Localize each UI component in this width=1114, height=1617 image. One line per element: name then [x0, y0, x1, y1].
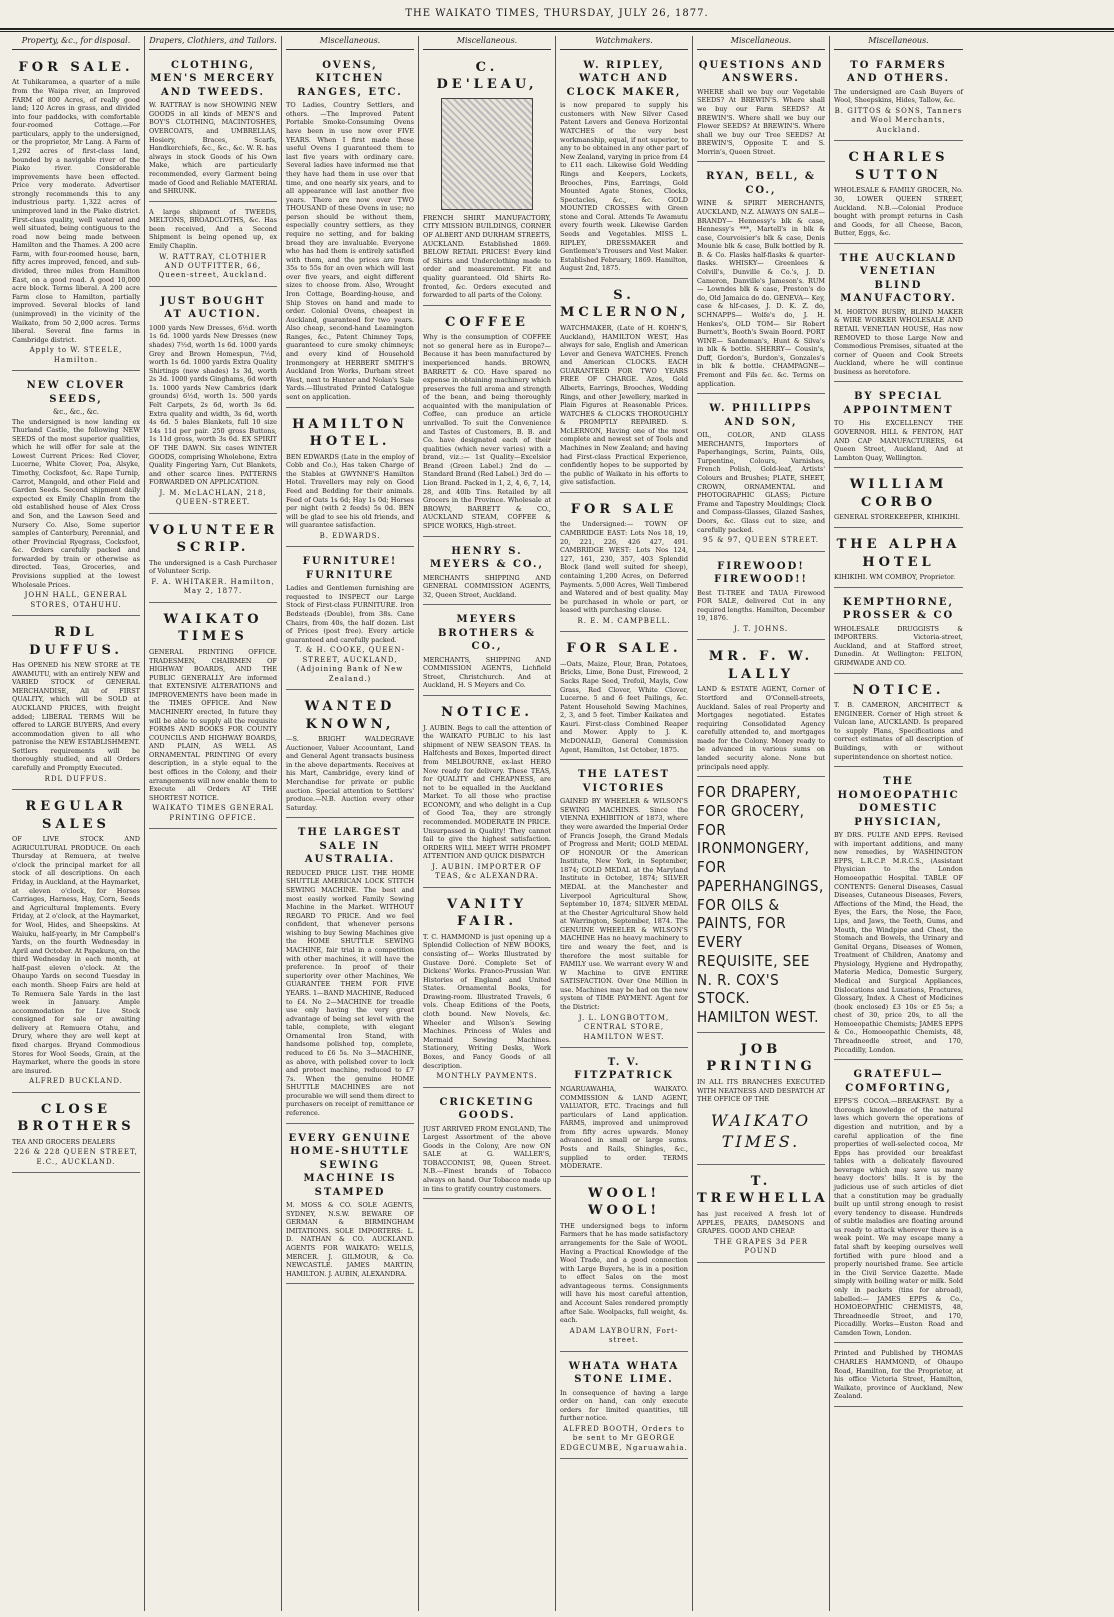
advertisement	[560, 635, 688, 760]
ad-body: Best TI-TREE and TAUA Firewood FOR SALE, delivered Cut in any required lengths. Hamilton, December 19, 1876.	[697, 588, 825, 623]
ad-body: W. RATTRAY is now SHOWING NEW GOODS in all kinds of MEN'S and BOY'S CLOTHING, MACINTOSHES, OVERCOATS, and UMBRELLAS, Hosiery, Braces, Scarfs, Handkerchiefs, &c., &c., &c. W. R. has always in stock Goods of his Own Make, which are particularly recommended, every Garment being made of Good and Reliable MATERIAL and SHRUNK.	[149, 101, 277, 196]
ad-signature: ADAM LAYBOURN, Fort-street.	[569, 1326, 679, 1345]
ad-body: MERCHANTS SHIPPING AND GENERAL COMMISSION AGENTS, 32, Queen Street, Auckland.	[423, 573, 551, 599]
ad-body: NGARUAWAHIA, WAIKATO. COMMISSION & LAND AGENT, VALUATOR, ETC. Tracings and full particulars of Land application. FARMS, improved and unimproved from fifty acres upwards. Money advanced in small or large sums. Posts and Rails, Shingles, &c., supplied to order. TERMS MODERATE.	[560, 1084, 688, 1171]
ad-body: MERCHANTS, SHIPPING AND COMMISSION AGENTS, Lichfield Street, Christchurch. And at Auckland, H. S Meyers and Co.	[423, 655, 551, 690]
ad-body: Printed and Published by THOMAS CHARLES HAMMOND, of Ohaupo Road, Hamilton, for the Proprietor, at his office Victoria Street, Hamilton, Waikato, province of Auckland, New Zealand.	[834, 1349, 963, 1401]
advertisement	[149, 606, 277, 829]
ad-title: TO FARMERS AND OTHERS.	[847, 59, 950, 85]
ad-title: HENRY S. MEYERS & CO.,	[429, 545, 545, 571]
ad-body: A large shipment of TWEEDS, MELTONS, BROADCLOTHS, &c. Has been received, And a Second Shipment is being opened up, ex Emily Chaplin.	[149, 207, 277, 250]
ad-title: NOTICE.	[852, 682, 945, 698]
ad-body: has just received A fresh lot of APPLES, PEARS, DAMSONS and GRAPES. GOOD AND CHEAP.	[697, 1210, 825, 1236]
column-6	[693, 36, 830, 1611]
advertisement	[697, 1036, 825, 1165]
ad-title: FOR SALE	[570, 501, 678, 517]
advertisement	[12, 619, 140, 790]
ad-title: WOOL! WOOL!	[587, 1185, 661, 1219]
advertisement	[697, 54, 825, 163]
advertisement	[423, 1091, 551, 1200]
ad-body: EPPS'S COCOA.—BREAKFAST. By a thorough knowledge of the natural laws which govern the operations of digestion and nutrition, and by a careful application of the fine properties of well-selected cocoa, Mr Epps has provided our breakfast tables with a delicately flavoured beverage which may save us many heavy doctors' bills. It is by the judicious use of such articles of diet that a constitution may be gradually built up until strong enough to resist every tendency to disease. Hundreds of subtle maladies are floating around us ready to attack wherever there is a weak point. We may escape many a fatal shaft by keeping ourselves well fortified with pure blood and a properly nourished frame. See article in the Civil Service Gazette. Made simply with boiling water or milk. Sold only in packets (tins for abroad), labelled:— JAMES EPPS & Co., HOMOEOPATHIC CHEMISTS, 48, Threadneedle Street, and 170, Piccadilly. Works—Euston Road and Camden Town, London.	[834, 1097, 963, 1337]
column-heading: Watchmakers.	[560, 36, 688, 50]
ad-title: REGULAR SALES	[25, 799, 127, 832]
advertisement	[149, 290, 277, 514]
advertisement	[834, 471, 963, 528]
ad-body: J. AUBIN. Begs to call the attention of the WAIKATO PUBLIC to his last shipment of NEW SEASON TEAS. In Halfchests and Boxes, Imported direct from MELBOURNE, ex-last HERO Now ready for delivery. These TEAS, for QUALITY and CHEAPNESS, are not to be equalled in the Auckland Market. To all those who practise ECONOMY, and who delight in a Cup of Good Tea, they are strongly recommended. MODERATE IN PRICE. Unsurpassed in Quality! They cannot fail to give the highest satisfaction. ORDERS WILL MEET WITH PROMPT ATTENTION AND QUICK DISPATCH	[423, 723, 551, 861]
ad-title: S. MCLERNON,	[560, 287, 690, 321]
ad-body: The undersigned are Cash Buyers of Wool, Sheepskins, Hides, Tallow, &c.	[834, 87, 963, 105]
ad-title: WANTED KNOWN,	[304, 699, 396, 732]
ad-body: the Undersigned:— TOWN OF CAMBRIDGE EAST: Lots Nos 18, 19, 20, 221, 226, 426 427, 491. CAMBRIDGE WEST: Lots Nos 124, 127, 161, 230, 357, 403 Splendid Block (land well suited for sheep), containing 1,200 Acres, on Deferred Payments. 5,000 Acres, Well Timbered and Watered and of best quality. May be purchased in whole or part, or leased with purchasing clause.	[560, 520, 688, 615]
ad-title: T. TREWHELLA	[697, 1173, 829, 1207]
ad-title: THE AUCKLAND VENETIAN BLIND MANUFACTORY.	[839, 252, 958, 305]
ad-body: LAND & ESTATE AGENT, Corner of Stortford and O'Connell-streets, Auckland. Sales of real Property and Mortgages negotiated. Estates requiring Consolidated Agency carefully attended to, and mortgages made for the Colony. Money ready to be advanced in various sums on landed security alone. None but principals need apply.	[697, 685, 825, 771]
ad-signature: T. & H. COOKE, QUEEN-STREET, AUCKLAND, (Adjoining Bank of New Zealand.)	[294, 646, 406, 683]
advertisement	[286, 821, 414, 1123]
advertisement	[834, 247, 963, 383]
ad-body: TEA AND GROCERS DEALERS	[12, 1137, 116, 1146]
ad-title: W. RIPLEY, WATCH AND CLOCK MAKER,	[566, 59, 682, 98]
advertisement	[560, 1355, 688, 1460]
advertisement	[423, 54, 551, 306]
ad-title: EVERY GENUINE HOME-SHUTTLE SEWING MACHINE IS STAMPED	[288, 1132, 412, 1198]
advertisement	[12, 374, 140, 616]
ad-title: THE HOMOEOPATHIC DOMESTIC PHYSICIAN,	[837, 776, 960, 828]
ad-title: CHARLES SUTTON	[848, 150, 949, 183]
ad-signature: MONTHLY PAYMENTS.	[436, 1072, 538, 1081]
advertisement	[560, 1180, 688, 1352]
ad-body: Has OPENED his NEW STORE at TE AWAMUTU, with an entirely NEW and VARIED STOCK of GENERAL MERCHANDISE, All of FIRST QUALITY, which will be SOLD at AUCKLAND PRICES, with freight added; LIBERAL TERMS Will be offered to LARGE BUYERS, And every accommodation given to all who patronise the NEW ESTABLISHMENT. Settlers requirements will be thoroughly studied, and all Orders carefully and Promptly Executed.	[12, 661, 140, 773]
ad-body: At Tuhikaramea, a quarter of a mile from the Waipa river, an Improved FARM of 800 Acres, of really good land; 120 Acres in grass, and divided into four paddocks, with comfortable four-roomed Cottage.—For particulars, apply to the undersigned, or the proprietor, Mr Lang. A Farm of 1,292 acres of first-class land, bounded by a navigable river of the Piako river. Considerable improvements have been effected. Price very moderate. Advertiser strongly recommends this to any industrious party. 1,322 acres of unimproved land in the Piako district. First-class quality, well watered and well situated, being contiguous to the road now being made between Hamilton and the Thames. A 200 acre Farm, with four-roomed house, barn, fifty acres improved, fenced, and sub-divided, three miles from Hamilton East, on a good road. A good 10,000 acre block. Terms liberal. A 200 acre Farm close to Hamilton, partially improved. Several blocks of land (unimproved) in the vicinity of the Waikato, from 50 2,000 acres. Terms liberal. Several fine farms in Cambridge district.	[12, 78, 140, 344]
advertisement	[149, 517, 277, 603]
ad-body: FRENCH SHIRT MANUFACTORY, CITY MISSION BUILDINGS, CORNER OF ALBERT AND DURHAM STREETS, AUCKLAND. Established 1869. BELOW RETAIL PRICES! Every kind of Shirts and Underclothing made to order and measurement. Fit and quality guaranteed. Old Shirts Re-fronted, &c. Orders executed and forwarded to all parts of the Colony.	[423, 213, 551, 300]
ad-body: In consequence of having a large order on hand, can only execute orders for limited quantities, till further notice.	[560, 1388, 688, 1423]
column-heading: Miscellaneous.	[423, 36, 551, 50]
ad-title: COFFEE	[445, 314, 529, 330]
ad-title: MEYERS BROTHERS & CO.,	[437, 614, 537, 653]
ad-signature: J. L. LONGBOTTOM, CENTRAL STORE, HAMILTON WEST.	[578, 1013, 670, 1041]
advertisement	[834, 385, 963, 468]
column-1	[8, 36, 145, 1611]
advertisement	[423, 891, 551, 1088]
ad-title: NEW CLOVER SEEDS,	[26, 380, 126, 405]
column-2	[145, 36, 282, 1611]
ad-body: M. MOSS & CO. SOLE AGENTS, SYDNEY, N.S.W. BEWARE OF GERMAN & BIRMINGHAM IMITATIONS. SOLE IMPORTERS: L. D. NATHAN & CO. AUCKLAND. AGENTS FOR WAIKATO: WELLS, MERCER. J. GILMOUR, & Co. NEWCASTLE. JAMES MARTIN, HAMILTON. J. AUBIN, ALEXANDRA.	[286, 1201, 414, 1278]
column-heading: Miscellaneous.	[286, 36, 414, 50]
ad-signature: J. T. JOHNS.	[733, 624, 789, 633]
ad-title: OVENS, KITCHEN RANGES, ETC.	[297, 59, 403, 98]
ad-signature: 226 & 228 QUEEN STREET, E.C., AUCKLAND.	[14, 1148, 138, 1166]
ad-body: The undersigned is now landing ex Thurland Castle, the following NEW SEEDS of the most superior qualities, which he will offer for sale at the Lowest Current Prices: Red Clover, Lucerne, White Clover, Poa, Alsyke, Timothy, Cocksfoot, &c. Rape Turnip, Carrot, Mangold, and other Field and Garden Seeds. Second shipment daily expected ex Emily Chaplin from the old established house of Alex Cross and Son, and the Lawson Seed and Nursery Co. Also, Some superior samples of Canterbury, Perennial, and other Provincial Ryegrass, Cocksfoot, &c. Orders carefully packed and forwarded by train or otherwise as directed. Teas, Groceries, and Provisions supplied at the lowest Wholesale Prices.	[12, 417, 140, 589]
ad-title: HAMILTON HOTEL.	[292, 416, 408, 450]
ad-title: THE ALPHA HOTEL	[836, 537, 961, 570]
ad-title: MR. F. W. LALLY	[708, 649, 814, 682]
ad-body: IN ALL ITS BRANCHES EXECUTED WITH NEATNESS AND DESPATCH AT THE OFFICE OF THE	[697, 1077, 825, 1104]
ad-signature: J. AUBIN. IMPORTER OF TEAS, &c ALEXANDRA.	[431, 862, 543, 881]
page-header: THE WAIKATO TIMES, THURSDAY, JULY 26, 1877.	[0, 0, 1114, 30]
advertisement	[834, 54, 963, 141]
advertisement	[834, 1346, 963, 1406]
ad-signature: THE GRAPES 3d PER POUND	[713, 1237, 809, 1256]
ad-signature: W. RATTRAY, CLOTHIER AND OUTFITTER, 66, Queen-street, Auckland.	[158, 252, 268, 280]
ad-body: THE undersigned begs to inform Farmers that he has made satisfactory arrangements for the Sale of WOOL. Having a Practical Knowledge of the Wool Trade, and a good connection with Large Buyers, he is in a position to effect Sales on the most advantageous terms. Consignments will have his most careful attention, and Account Sales rendered promptly after Sale. Woolpacks, full weight, 4s. each.	[560, 1221, 688, 1325]
ad-body: TO Ladies, Country Settlers, and others. —The Improved Patent Portable Smoke-Consuming Ovens have been in use now over FIVE YEARS. When I first made these useful Ovens I guaranteed them to last five years with ordinary care. Several ladies have informed me that they have had them in use over that time, and one nearly six years, and to all appearance will last another five years. There are now over TWO THOUSAND of these Ovens in use; no person should be without them, especially country settlers, as they require no setting, and for baking bread they are invaluable. Everyone who has had them is entirely satisfied with them, and the prices are from 35s to 55s for an oven which will last over five years, and eight different sizes to choose from. Also, Wrought Iron Cottage, Boarding-house, and Ship Stoves on hand and made to order. Colonial Ovens, cheapest in Auckland, guaranteed for two years. Also cheap, second-hand Leamington Ranges, &c., Patent Chimney Tops, guaranteed to cure smoky chimneys; and every kind of Household Ironmongery at HERBERT SMITH'S Auckland Iron Works, Durham street West, next to Hunter and Nolan's Sale Yards.—Illustrated Printed Catalogue sent on application.	[286, 101, 414, 401]
column-5	[556, 36, 693, 1611]
ad-title: RDL DUFFUS.	[29, 625, 123, 658]
ad-signature: J. M. McLACHLAN, 218, QUEEN-STREET.	[159, 488, 267, 507]
ad-title: FOR SALE.	[566, 641, 682, 657]
column-3	[282, 36, 419, 1611]
ad-subtitle: &c., &c., &c.	[52, 408, 100, 417]
column-4	[419, 36, 556, 1611]
ad-body: WHOLESALE & FAMILY GROCER, No. 30, LOWER QUEEN STREET, Auckland. N.B.—Colonial Produce bought with prompt returns in Cash and Goods, for all Cheese, Bacon, Butter, Eggs, &c.	[834, 186, 963, 238]
ad-body: Why is the consumption of COFFEE not so general here as in Europe?—Because it has been manufactured by inexperienced hands. BROWN, BARRETT & CO. Have spared no expense in obtaining machinery which preserves the full aroma and strength of the bean, and being thoroughly acquainted with the manipulation of Coffee, can produce an article unrivalled. To suit the Convenience and Tastes of Customers, B. B. and Co. have designated each of their qualities (which never varies) with a brand, viz.:— 1st Quality—Excelsior Brand (Green Label.) 2nd do —Standard Brand (Red Label.) 3rd do —Lion Brand. Packed in 1, 2, 4, 6, 7, 14, 28, and 40lb Tins. Retailed by all Grocers in the Province. Wholesale at BROWN, BARRETT & CO., AUCKLAND STEAM, COFFEE & SPICE WORKS, High-street.	[423, 333, 551, 530]
advertisement	[423, 608, 551, 696]
ad-title: NOTICE.	[441, 705, 533, 721]
advertisement	[697, 780, 825, 1033]
column-heading: Drapers, Clothiers, and Tailors.	[149, 36, 277, 50]
advertisement	[697, 555, 825, 641]
ad-signature: ALFRED BUCKLAND.	[29, 1077, 123, 1086]
advertisement	[560, 496, 688, 632]
ad-signature: ALFRED BOOTH, Orders to be sent to Mr GEORGE EDGECUMBE, Ngaruawahia.	[560, 1424, 688, 1452]
advertisement	[560, 54, 688, 279]
ad-signature: R. E. M. CAMPBELL.	[577, 616, 671, 625]
advertisement	[697, 397, 825, 551]
ad-body: JUST ARRIVED FROM ENGLAND, The Largest Assortment of the above Goods in the Colony, Are now ON SALE at G. WALLER'S, TOBACCONIST, 98, Queen Street. N.B.—Finest brands of Tobacco always on hand. Our Tobacco made up in tins to gratify country customers.	[423, 1124, 551, 1193]
ad-body: M. HORTON BUSBY, BLIND MAKER & WIRE WORKER WHOLESALE AND RETAIL VENETIAN HOUSE, Has now REMOVED to those Large New and Commodious Premises, situated at the corner of Queen and Cook Streets Auckland, where he will continue business as heretofore.	[834, 307, 963, 376]
advertisement	[697, 165, 825, 394]
ad-signature: RDL DUFFUS.	[44, 774, 108, 783]
ad-body: The undersigned is a Cash Purchaser of Volunteer Scrip.	[149, 558, 277, 576]
ad-body: OF LIVE STOCK AND AGRICULTURAL PRODUCE. On each Thursday at Remuera, at twelve o'clock the principal market for all stock of all descriptions. On each Friday, in Auckland, at the Haymarket, at eleven o'clock, for Horses Carriages, Harness, Hay, Corn, Seeds and Agricultural Implements. Every Friday, at 2 o'clock, at the Haymarket, for Wool, Hides, and Sheepskins. At Waiuku, half-yearly, in Mr Campbell's Yards, on the fourth Wednesday in April and October. At Papakura, on the third Wednesday in each month, at half-past eleven o'clock. At the Ohaupo Yards on second Tuesday in each month. Sheep Fairs are held at Te Remuera Sale Yards in the last week in January. Ample accommodation for Live Stock consigned for sale or awaiting delivery at Remuera Otahu, and Drury, where they are well kept at fixed charges. Bryand Commodious Stores for Wool Seeds, Grain, at the Haymarket, where the goods in store are insured.	[12, 835, 140, 1075]
ad-title: FURNITURE! FURNITURE	[302, 556, 398, 581]
ad-title: VANITY FAIR.	[446, 896, 528, 930]
advertisement	[12, 793, 140, 1093]
ad-signature: WAIKATO TIMES GENERAL PRINTING OFFICE.	[152, 804, 274, 822]
ad-title: QUESTIONS AND ANSWERS.	[698, 59, 824, 85]
ad-title: CLOTHING, MEN'S MERCERY AND TWEEDS.	[150, 59, 276, 98]
advertisement	[697, 643, 825, 777]
advertisement	[560, 282, 688, 493]
header-rule	[0, 31, 1114, 32]
ad-body: 1000 yards New Dresses, 6½d. worth 1s 6d. 1000 yards New Dresses (new shades) 7½d, worth 1s 6d. 1000 yards Grey and Brown Homespun, 7½d, worth 1s 6d. 1000 yards Extra Quality Shirtings (new shades) 1s 3d, worth 2s 3d. 1000 yards Ginghams, 6d worth 1s. 1000 yards New Cambrics (dark grounds) 6½d, worth 1s. 500 yards Felt Carpets, 2s 6d, worth 3s 6d. Extra quality and width, 3s 6d, worth 4s 6d. 5 bales Blankets, full 10 size 14s 11d per pair. 250 gross Buttons, 1s 11d gross, worth 3s 6d. EX SPIRIT OF THE DAWN. Six cases WINTER GOODS, comprising Wholebone, Extra Quality Fingering Yarn, Cut Blankets, and other scarce lines. PATTERNS FORWARDED ON APPLICATION.	[149, 323, 277, 487]
column-heading: Miscellaneous.	[834, 36, 963, 50]
ad-title: FIREWOOD! FIREWOOD!!	[714, 560, 808, 586]
ad-body: T. B. CAMERON, ARCHITECT & ENGINEER. Corner of High street & Vulcan lane, AUCKLAND. Is prepared to supply Plans, Specifications and correct estimates of all description of Buildings, with or without superintendence on shortest notice.	[834, 701, 963, 761]
ad-signature: Apply to W. STEELE, Hamilton.	[29, 346, 123, 364]
ad-title: W. PHILLIPPS AND SON,	[709, 403, 813, 428]
ad-signature: B. EDWARDS.	[319, 531, 381, 540]
ad-body: WHOLESALE DRUGGISTS & IMPORTERS. Victoria-street, Auckland, and at Stafford street, Dunedin. At Wellington: FELTON, GRIMWADE AND CO.	[834, 624, 963, 667]
ad-title: RYAN, BELL, & CO.,	[706, 171, 816, 196]
ad-body: REDUCED PRICE LIST. THE HOME SHUTTLE AMERICAN LOCK STITCH SEWING MACHINE. The best and most easily worked Family Sewing Machine in the Market. WITHOUT REGARD TO PRICE. And we feel confident, that whenever persons wishing to buy Sewing Machines give the HOME SHUTTLE SEWING MACHINE, fair trial in a competition with other machines, it will have the preference. In proof of their superiority over other Machines, We GUARANTEE THEM FOR FIVE YEARS. 1—BAND MACHINE, Reduced to £4. No 2—MACHINE for treadle use only having the very great advantage of being set level with the table, complete, with elegant Ornamental Iron Stand, with handsome polished top, complete, reduced to £6 5s. No 3—MACHINE, as above, with polished cover to lock and protect machine, reduced to £7 7s. When the genuine HOME SHUTTLE MACHINES are not procurable we will send them direct to purchasers on receipt of remittance or reference.	[286, 868, 414, 1118]
advertisement	[149, 54, 277, 202]
advertisement	[286, 411, 414, 548]
ad-title: GRATEFUL—COMFORTING,	[845, 1069, 952, 1094]
advertisement	[560, 763, 688, 1048]
ad-signature: JOHN HALL, GENERAL STORES, OTAHUHU.	[24, 591, 128, 609]
ad-title: FOR SALE.	[18, 59, 134, 75]
advertisement	[834, 591, 963, 674]
advertisement	[286, 693, 414, 818]
advertisement	[423, 309, 551, 537]
ad-body: GENERAL PRINTING OFFICE. TRADESMEN, CHAIRMEN OF HIGHWAY BOARDS, AND THE PUBLIC GENERALLY Are informed that EXTENSIVE ALTERATIONS and IMPROVEMENTS have been made in the TIMES OFFICE. And New MACHINERY erected, In future they will be able to supply all the requisite FORMS AND BOOKS FOR COUNTY COUNCILS AND HIGHWAY BOARDS, AND PLAIN, AS WELL AS ORNAMENTAL PRINTING Of every description, in a style equal to the best offices in the Colony, and their arrangements will now enable them to Execute all Orders AT THE SHORTEST NOTICE.	[149, 647, 277, 802]
advertisement	[149, 205, 277, 287]
advertisement	[834, 770, 963, 1060]
ad-title: C. DE'LEAU,	[436, 59, 538, 93]
ad-title: T. V. FITZPATRICK	[574, 1056, 674, 1082]
advertisement	[423, 699, 551, 888]
column-heading: Miscellaneous.	[697, 36, 825, 50]
ad-body: T. C. HAMMOND is just opening up a Splendid Collection of NEW BOOKS, consisting of— Works Illustrated by Gustave Doré. Complete Set of Dickens' Works. Franco-Prussian War. Histories of England and United States. Ornamental Books, for Drawing-room. Illustrated Travels, 6 vols. Cheap Editions of the Poets, cloth bound. New Novels, &c. Wheeler and Wilson's Sewing Machines. Princess of Wales and Mermaid Sewing Machines. Stationery, Writing Desks, Work Boxes, and Fancy Goods of all description.	[423, 932, 551, 1070]
ad-signature: B. GITTOS & SONS, Tanners and Wool Merchants, Auckland.	[834, 106, 963, 134]
ad-title: THE LATEST VICTORIES	[578, 769, 670, 794]
ad-body: —S. BRIGHT WALDEGRAVE Auctioneer, Valuer Accountant, Land and General Agent transacts business in the above departments. Receives at his Mart, Cambridge, every kind of Merchandise for private or public auction. Special attention to Settlers' produce.—N.B. Auction every other Saturday.	[286, 735, 414, 812]
advertisement	[834, 677, 963, 768]
shirt-illustration	[441, 98, 533, 210]
ad-body: GAINED BY WHEELER & WILSON'S SEWING MACHINES. Since the VIENNA EXHIBITION of 1873, where they were awarded the Imperial Order of Francis Joseph, the Grand Medals of Progress and Merit; GOLD MEDAL OF HONOUR Of the American Institute, New York, in September, 1874; GOLD MEDAL at the Maryland Institute in October, 1874; SILVER MEDAL at the Manchester and Liverpool Agricultural Show, September 10, 1874; SILVER MEDAL at the Chester Agricultural Show held at Warrington, September, 1874. The GENUINE WHEELER & WILSON'S MACHINE Has no heavy machinery to tire and weary the feet, and is therefore the most suitable for FAMILY use. We warrant every W and W Machine to GIVE ENTIRE SATISFACTION. Over One Million in use. Machines may be had on the new system of TIME PAYMENT. Agent for the District:	[560, 797, 688, 1012]
ad-body: WINE & SPIRIT MERCHANTS, AUCKLAND, N.Z. ALWAYS ON SALE— BRANDY— Hennessy's blk & case, Hennessy's ***, Martell's in blk & case, Courvoisier's blk & case, Denis Mounie blk & case, Bulk bottled by R. B. & Co. Flasks half-flasks & quarter-flasks. WHISKY— Greenlees & Colvill's, Dunville & Co.'s, J. D. Cameron, Danville's Jameson's. RUM— Lowndes blk & case, Preston's do do, Old Jamaica do do. GENEVA— Key, case & hlf-cases, J. D. K. Z. do, SCHNAPPS— Wolfe's do, J. H. Henkes's, OLD TOM— Sir Robert Burnett's, Booth's Swain Boord. PORT WINE— Sandeman's, Hunt & Silva's in blk & bottle. SHERRY— Cousin's, Duff, Gordon's, Burdon's, Gonzales's in blk & bottle. CHAMPAGNE— Fremont and Fils &c. &c. Terms on application.	[697, 199, 825, 388]
ad-title: CRICKETING GOODS.	[439, 1096, 535, 1122]
ad-body: FOR DRAPERY, FOR GROCERY, FOR IRONMONGERY, FOR PAPERHANGINGS, FOR OILS & PAINTS, FOR EVERY REQUISITE, SEE N. R. COX'S STOCK. HAMILTON WEST.	[697, 783, 824, 1027]
ad-signature: WAIKATO TIMES.	[710, 1110, 812, 1152]
ad-body: is now prepared to supply his customers with New Silver Cased Patent Levers and Geneva Horizontal WATCHES of the very best workmanship, equal, if not superior, to any to be obtained in any other part of New Zealand, varying in price from £4 to £11 each. Likewise Gold Wedding Rings and Keepers, Lockets, Brooches, Pins, Earrings, Gold Mounted Agate Stones, Clocks, Spectacles, &c., &c. GOLD MOUNTED CROSSES with Green stone and Coral. Attends Te Awamutu every fourth week. Likewise Garden Seeds and Vegetables. MISS L. RIPLEY, DRESSMAKER and Gentlemen's Trousers and Vest Maker. Established February, 1869. Hamilton, August 2nd, 1875.	[560, 101, 688, 273]
ad-body: BY DRS. PULTE AND EPPS. Revised with important additions, and many new remedies, by WASHINGTON EPPS, L.R.C.P. M.R.C.S., (Assistant Physician to the London Homoeopathic Hospital. TABLE OF CONTENTS: General Diseases, Casual Diseases, Cutaneous Diseases, Fevers, Affections of the Mind, the Head, the Eyes, the Ears, the Nose, the Face, Lips, and Jaws, the Teeth, Gums, and Mouth, the Windpipe and Chest, the Stomach and Bowels, the Urinary and Genital Organs, Diseases of Women, Treatment of Children, Anatomy and Physiology, Hygiene and Hydropathy, Materia Medica, Domestic Surgery, Medical and Surgical Appliances, Dislocations and Luxations, Fractures, Glossary, Index. A Chest of Medicines (book enclosed) £3 10s or £5 5s; a chest of 30, price 20s, to all the Homoeopathic Chemists; JAMES EPPS & Co., Homoeopathic Chemists, 48, Threadneedle street, and 170, Piccadilly, London.	[834, 831, 963, 1054]
column-7	[830, 36, 967, 1611]
advertisement	[834, 531, 963, 588]
column-heading: Property, &c., for disposal.	[12, 36, 140, 50]
ad-title: WAIKATO TIMES	[163, 611, 263, 645]
advertisement	[560, 1051, 688, 1177]
ad-title: BY SPECIAL APPOINTMENT	[843, 391, 954, 416]
columns-container	[8, 36, 1108, 1611]
ad-title: JUST BOUGHT AT AUCTION.	[160, 295, 266, 321]
ad-body: WATCHMAKER, (Late of H. KOHN'S, Auckland), HAMILTON WEST, Has always for sale, English and American Lever and Geneva WATCHES. French and American CLOCKS. EACH GUARANTEED FOR TWO YEARS FREE OF CHARGE. Azos, Gold Alberts, Earrings, Brooches, Wedding Rings, and other Jewellery, marked in Plain Figures at Reasonable Prices. WATCHES & CLOCKS THOROUGHLY & PROMPTLY REPAIRED. S. McLERNON, Having one of the most complete and newest set of Tools and Machines in New Zealand; and having had First-class Practical Experience, confidently hopes to be supported by the public of Waikato in his efforts to give satisfaction.	[560, 323, 688, 487]
ad-title: WILLIAM CORBO	[849, 477, 948, 510]
ad-signature: 95 & 97, QUEEN STREET.	[703, 536, 819, 545]
ad-title: WHATA WHATA STONE LIME.	[568, 1360, 680, 1386]
advertisement	[697, 1168, 829, 1263]
advertisement	[12, 54, 140, 371]
advertisement	[286, 54, 414, 408]
advertisement	[286, 1127, 414, 1285]
ad-body: WHERE shall we buy our Vegetable SEEDS? At BREWIN'S. Where shall we buy our Farm SEEDS? At BREWIN'S. Where shall we buy our Flower SEEDS? At BREWIN'S. Where shall we buy our Tree SEEDS? At BREWIN'S, Opposite T. and S. Morrin's, Queen Street.	[697, 87, 825, 156]
ad-body: BEN EDWARDS (Late in the employ of Cobb and Co.), Has taken Charge of the Stables at GWYNNE'S Hamilton Hotel. Travellers may rely on Good Feed and Bedding for their animals. Feed of Oats 1s 6d; Hay 1s 0d; Horses per night (with 2 feeds) 5s 0d. BEN will be glad to see his old friends, and will guarantee satisfaction.	[286, 452, 414, 530]
ad-body: OIL, COLOR, AND GLASS MERCHANTS, Importers of Paperhangings, Scrim, Paints, Oils, Turpentine, Colours, Varnishes, French Polish, Gold-leaf, Artists' Colours and Brushes; PLATE, SHEET, CROWN, ORNAMENTAL and PHOTOGRAPHIC GLASS; Picture Frame and Tapestry Mouldings; Clock and Compass-Glasses, Glazed Sashes, Doors, &c. Glass cut to size, and carefully packed.	[697, 431, 825, 534]
advertisement	[12, 1096, 140, 1174]
advertisement	[423, 540, 551, 606]
advertisement	[834, 1063, 963, 1343]
ad-body: KIHIKIHI. WM COMBOY, Proprietor.	[834, 573, 956, 582]
ad-title: KEMPTHORNE, PROSSER & CO	[842, 596, 955, 622]
ad-body: Ladies and Gentlemen furnishing are requested to INSPECT our Large Stock of First-class FURNITURE. Iron Bedsteads (Double), from 38s. Cane Chairs, from 40s, the half dozen. List of Prices (post free). Every article guaranteed and carefully packed.	[286, 584, 414, 644]
ad-title: VOLUNTEER SCRIP.	[149, 522, 279, 556]
ad-body: GENERAL STOREKEEPER, KIHIKIHI.	[834, 513, 960, 522]
ad-title: THE LARGEST SALE IN AUSTRALIA.	[298, 827, 402, 866]
advertisement	[286, 550, 414, 690]
ad-title: CLOSE BROTHERS	[17, 1101, 135, 1135]
ad-body: —Oats, Maize, Flour, Bran, Potatoes, Bricks, Lime, Bone Dust, Firewood, 2 Sacks Rape Seed, Trefoil, Mayls, Cow Grass, Red Clover, White Clover, Lucerne. 5 and 6 feet Pailings, &c. Patent Household Sewing Machines, 2, 3, and 5 feet. Timber Kaikatea and Kauri. First-class Combined Reaper and Mower. Apply to J. K. McDONALD, General Commission Agent, Hamilton, 1st October, 1875.	[560, 659, 688, 754]
ad-signature: F. A. WHITAKER. Hamilton, May 2, 1877.	[151, 577, 275, 596]
ad-title: JOB PRINTING	[706, 1041, 816, 1075]
advertisement	[834, 144, 963, 244]
ad-body: TO His EXCELLENCY THE GOVERNOR. HILL & FENTON, HAT AND CAP MANUFACTURERS, 64 Queen Street, Auckland, And at Lambton Quay, Wellington.	[834, 419, 963, 462]
